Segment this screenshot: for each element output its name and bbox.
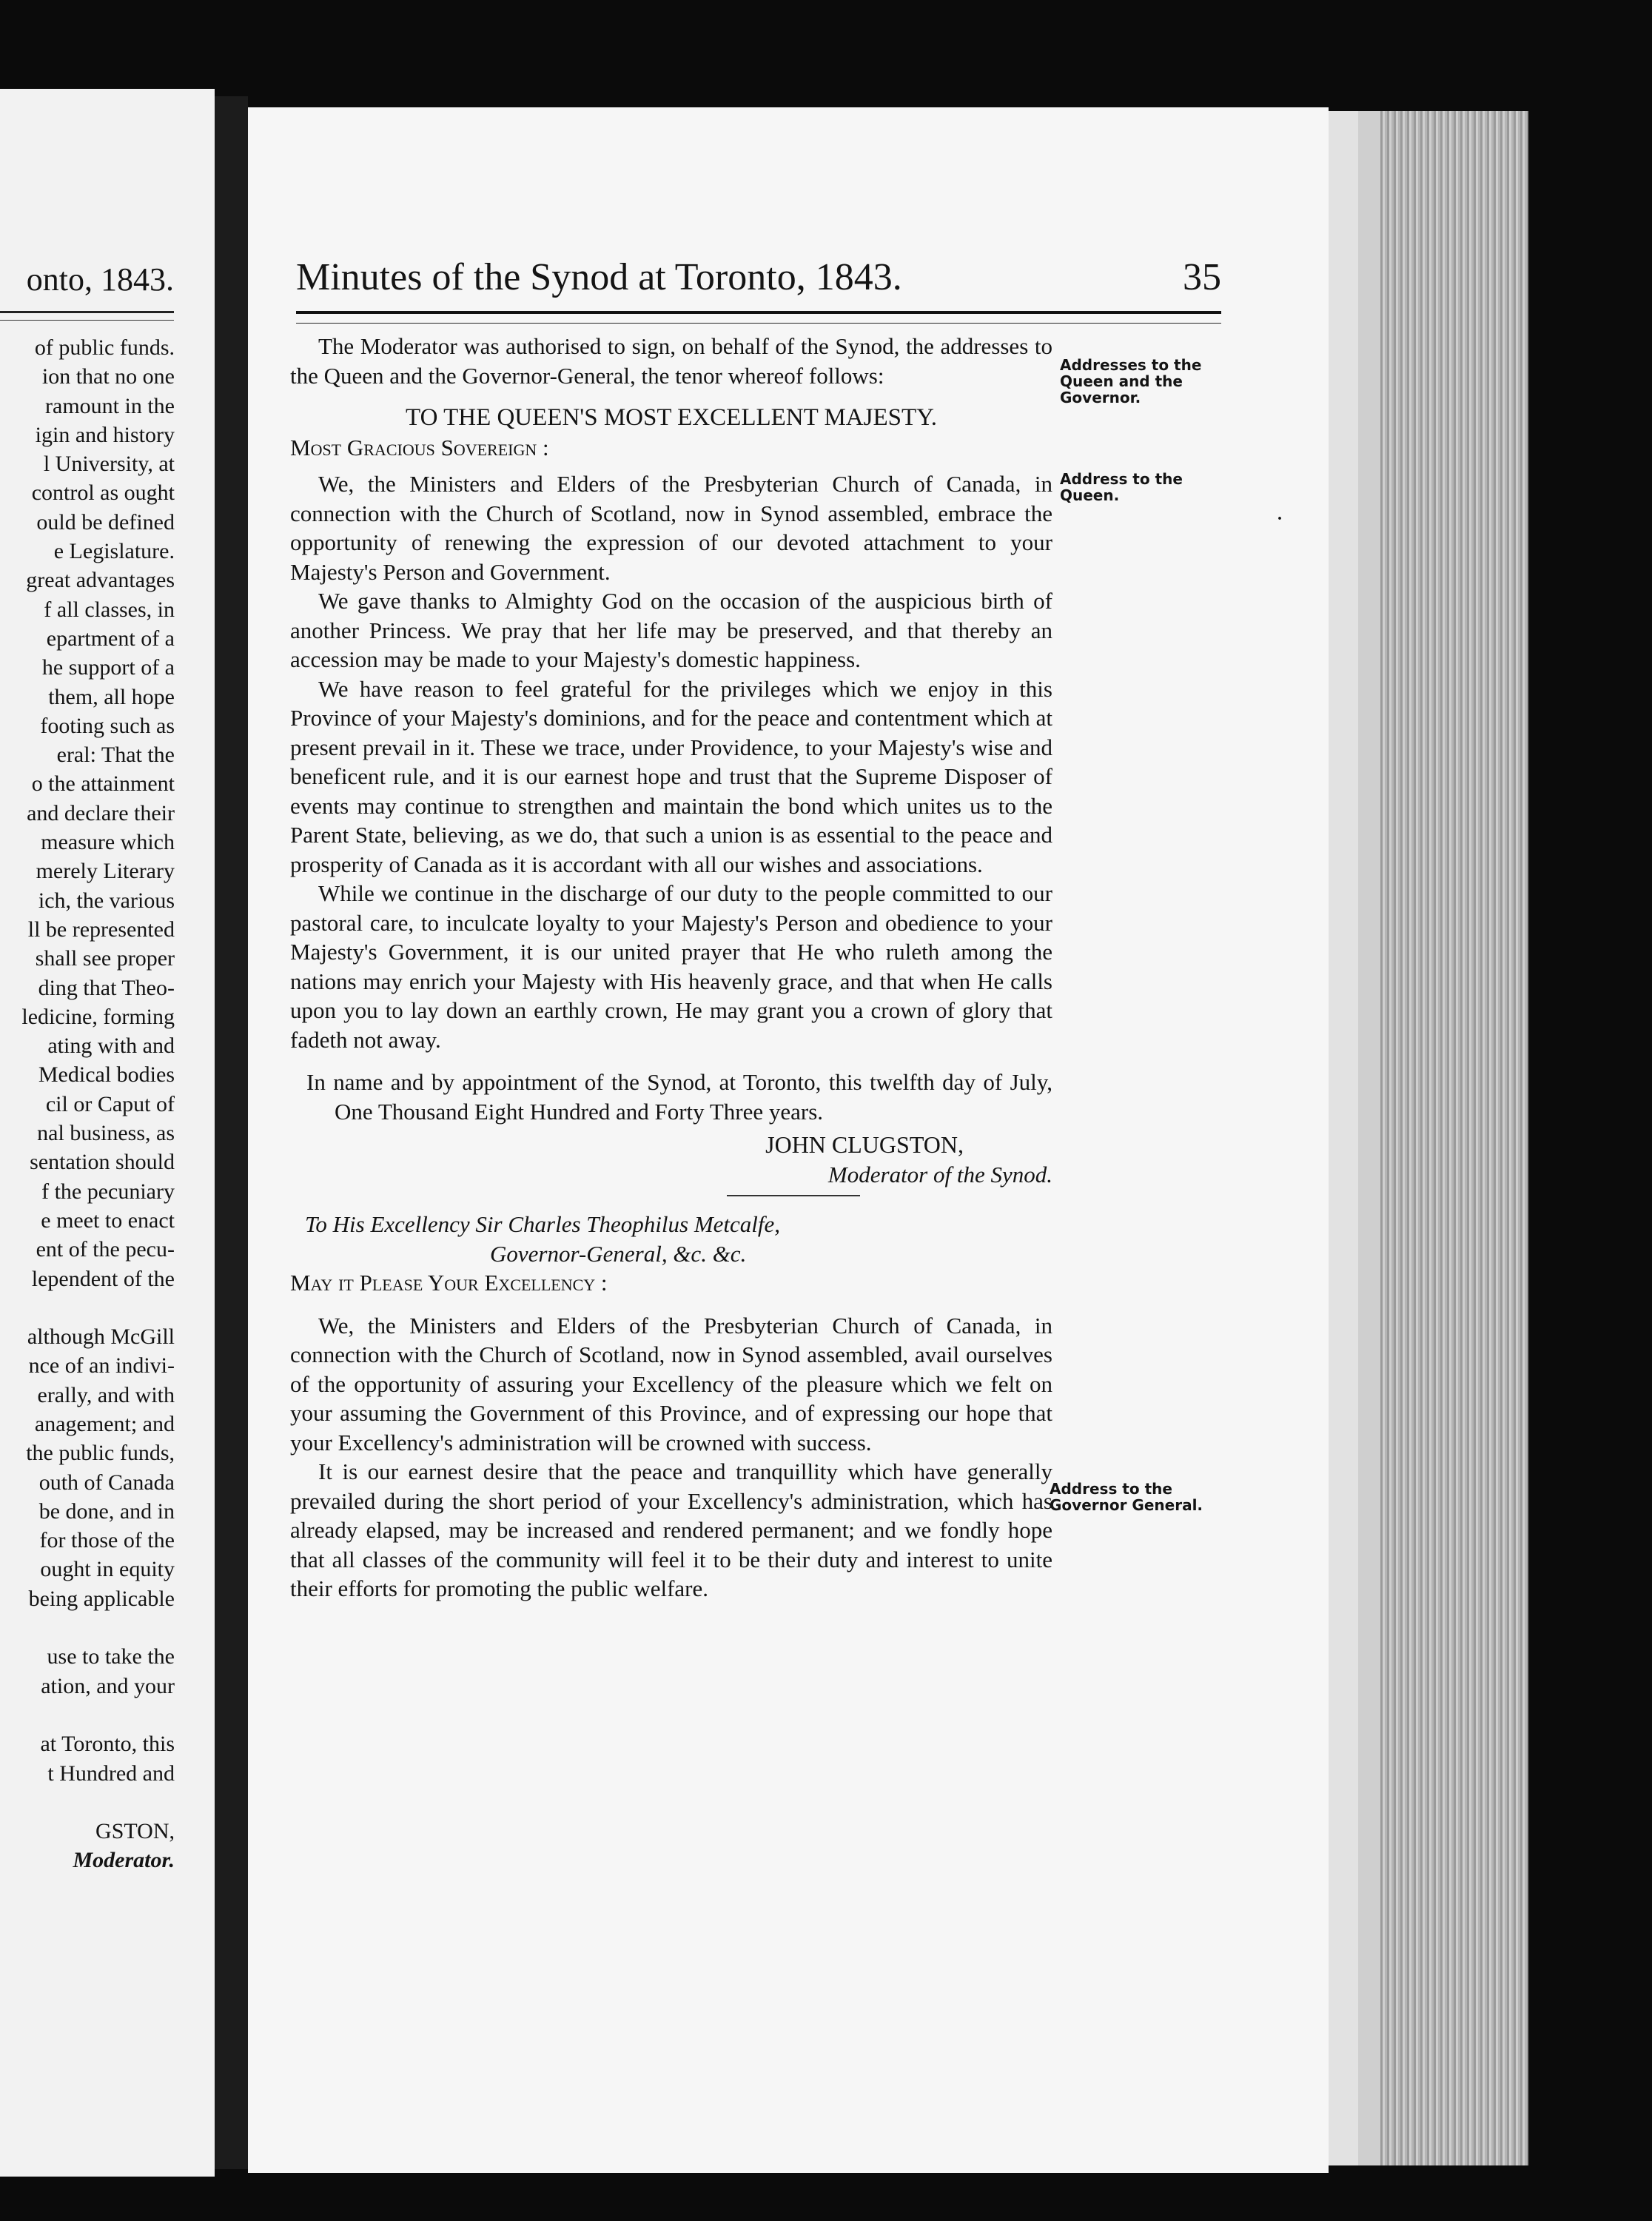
left-page-line: cil or Caput of xyxy=(45,1091,175,1116)
margin-note-queen: Address to the Queen. xyxy=(1060,470,1183,504)
left-page-line: he support of a xyxy=(41,655,175,680)
left-page-line: merely Literary xyxy=(36,859,175,884)
left-page-line: eral: That the xyxy=(56,743,175,768)
left-page-line: e meet to enact xyxy=(41,1207,175,1233)
left-page-line: ion that no one xyxy=(41,364,175,389)
left-page-line: use to take the xyxy=(47,1644,175,1669)
book-gutter xyxy=(215,96,248,2169)
left-page-line: footing such as xyxy=(40,713,175,738)
left-page-line xyxy=(0,1613,175,1642)
left-page-line xyxy=(0,1293,175,1322)
queen-paragraph-3: We have reason to feel grateful for the privileges which we enjoy in this Province of your Majesty's dominions, and for the peace and contentment which at present prevail in it. These we trace, under Providence, to your Majesty's wise and beneficent rule, and it is our earnest hope and trust that the Supreme Disposer of events may continue to strengthen and maintain the bond which unites us to the Parent State, believing, as we do, that such a union is as essential to the peace and prosperity of Canada as it is accordant with all our wishes and associations. xyxy=(290,675,1052,877)
governor-paragraph-1: We, the Ministers and Elders of the Presbyterian Church of Canada, in connection with the Church of Scotland, now in Synod assembled, avail ourselves of the opportunity of assuring your Excellency of the pleasure which we felt on your assuming the Government of this Province, and of expressing our hope that your Excellency's administration will be crowned with success. xyxy=(290,1312,1052,1455)
signature-name: JOHN CLUGSTON, xyxy=(765,1131,964,1158)
left-page-line: ramount in the xyxy=(45,393,175,418)
governor-heading-line-1: To His Excellency Sir Charles Theophilus Metcalfe, xyxy=(305,1211,781,1237)
left-page-line: GSTON, xyxy=(95,1819,175,1844)
left-page-line: for those of the xyxy=(39,1528,175,1553)
left-page-line: anagement; and xyxy=(34,1411,175,1436)
queen-address-heading: TO THE QUEEN'S MOST EXCELLENT MAJESTY. xyxy=(406,404,937,431)
left-page-line: f all classes, in xyxy=(44,597,175,622)
left-page-line: great advantages xyxy=(26,568,175,593)
governor-salutation: May it Please Your Excellency : xyxy=(290,1270,608,1296)
left-page-line: although McGill xyxy=(27,1324,175,1350)
left-page-line: of public funds. xyxy=(34,335,175,360)
left-page-line: the public funds, xyxy=(26,1441,175,1466)
left-page-line: ding that Theo- xyxy=(38,975,175,1000)
left-page xyxy=(0,89,215,2177)
queen-paragraph-1: We, the Ministers and Elders of the Presbyterian Church of Canada, in connection with the Church of Scotland, now in Synod assembled, embrace the opportunity of renewing the expression of our devoted attachment to your Majesty's Person and Government. xyxy=(290,471,1052,585)
left-header-rule xyxy=(0,311,174,313)
queen-date-block xyxy=(290,1068,1052,1126)
left-page-line: igin and history xyxy=(35,422,175,447)
left-page-line: and declare their xyxy=(27,800,175,825)
page-number: 35 xyxy=(1183,256,1221,298)
queen-paragraph-4: While we continue in the discharge of our duty to the people committed to our pastoral care, to inculcate loyalty to your Majesty's Person and obedience to your Majesty's Government, it is our united prayer that He who ruleth among the nations may enrich your Majesty with His heavenly grace, and that when He calls upon you to lay down an earthly crown, He may grant you a crown of glory that fadeth not away. xyxy=(290,880,1052,1053)
left-page-line: outh of Canada xyxy=(38,1470,175,1495)
left-page-line: erally, and with xyxy=(37,1382,175,1407)
left-page-line: e Legislature. xyxy=(53,539,175,564)
header-rule xyxy=(296,311,1221,314)
queen-salutation: Most Gracious Sovereign : xyxy=(290,434,549,460)
left-page-line: epartment of a xyxy=(46,626,175,651)
left-header-rule-thin xyxy=(0,320,174,321)
page-body xyxy=(290,332,1052,1604)
left-page-line: t Hundred and xyxy=(47,1761,175,1786)
left-page-line: f the pecuniary xyxy=(41,1179,175,1204)
section-divider xyxy=(727,1195,860,1196)
left-page-line: Moderator. xyxy=(73,1848,175,1873)
margin-note-governor: Address to the Governor General. xyxy=(1050,1480,1203,1514)
queen-paragraph-2: We gave thanks to Almighty God on the occasion of the auspicious birth of another Princess. We pray that her life may be preserved, and that thereby an accession may be made to your Majesty's domestic happiness. xyxy=(290,588,1052,672)
left-page-line: ledicine, forming xyxy=(21,1004,175,1029)
left-page-line: Medical bodies xyxy=(38,1062,175,1088)
left-page-header: onto, 1843. xyxy=(26,261,174,298)
left-page-line: ought in equity xyxy=(40,1557,175,1582)
page-edges xyxy=(1329,111,1528,2165)
left-page-line: ould be defined xyxy=(36,509,175,535)
queen-date-line: In name and by appointment of the Synod, at Toronto, this twelfth day of July, One Thousand Eight Hundred and Forty Three years. xyxy=(306,1069,1052,1125)
left-page-line: ich, the various xyxy=(38,888,175,913)
left-page-line: shall see proper xyxy=(35,946,175,971)
left-page-line: being applicable xyxy=(28,1586,175,1611)
left-page-line xyxy=(0,1788,175,1817)
left-page-line: ll be represented xyxy=(27,917,175,942)
left-page-line: control as ought xyxy=(31,480,175,506)
ink-speck: · xyxy=(1277,509,1283,529)
left-page-line xyxy=(0,1701,175,1729)
left-page-line: at Toronto, this xyxy=(40,1732,175,1757)
left-page-line: o the attainment xyxy=(31,771,175,797)
left-page-line: l University, at xyxy=(43,452,175,477)
left-page-line: ating with and xyxy=(47,1034,175,1059)
left-page-text xyxy=(0,333,175,1875)
header-rule-thin xyxy=(296,323,1221,324)
signature-title: Moderator of the Synod. xyxy=(827,1161,1052,1187)
left-page-line: measure which xyxy=(41,830,175,855)
governor-paragraph-2: It is our earnest desire that the peace and tranquillity which have generally prevailed during the short period of your Excellency's administration, which has already elapsed, may be increased and rendered permanent; and we fondly hope that all classes of the community will feel it to be their duty and interest to unite their efforts for promoting the public welfare. xyxy=(290,1458,1052,1601)
left-page-line: sentation should xyxy=(30,1150,175,1175)
left-page-line: nal business, as xyxy=(37,1121,175,1146)
left-page-line: be done, and in xyxy=(38,1498,175,1524)
governor-heading-line-2: Governor-General, &c. &c. xyxy=(490,1240,747,1267)
left-page-line: nce of an indivi- xyxy=(28,1353,175,1379)
left-page-line: lependent of the xyxy=(31,1266,175,1291)
left-page-line: them, all hope xyxy=(48,684,175,709)
running-title: Minutes of the Synod at Toronto, 1843. xyxy=(296,256,902,298)
intro-paragraph: The Moderator was authorised to sign, on behalf of the Synod, the addresses to the Queen and the Governor-General, the tenor whereof follows: xyxy=(290,333,1052,389)
margin-note-addresses: Addresses to the Queen and the Governor. xyxy=(1060,356,1202,406)
left-page-line: ent of the pecu- xyxy=(36,1237,175,1262)
page-header xyxy=(296,255,1221,299)
left-page-line: ation, and your xyxy=(41,1673,175,1698)
